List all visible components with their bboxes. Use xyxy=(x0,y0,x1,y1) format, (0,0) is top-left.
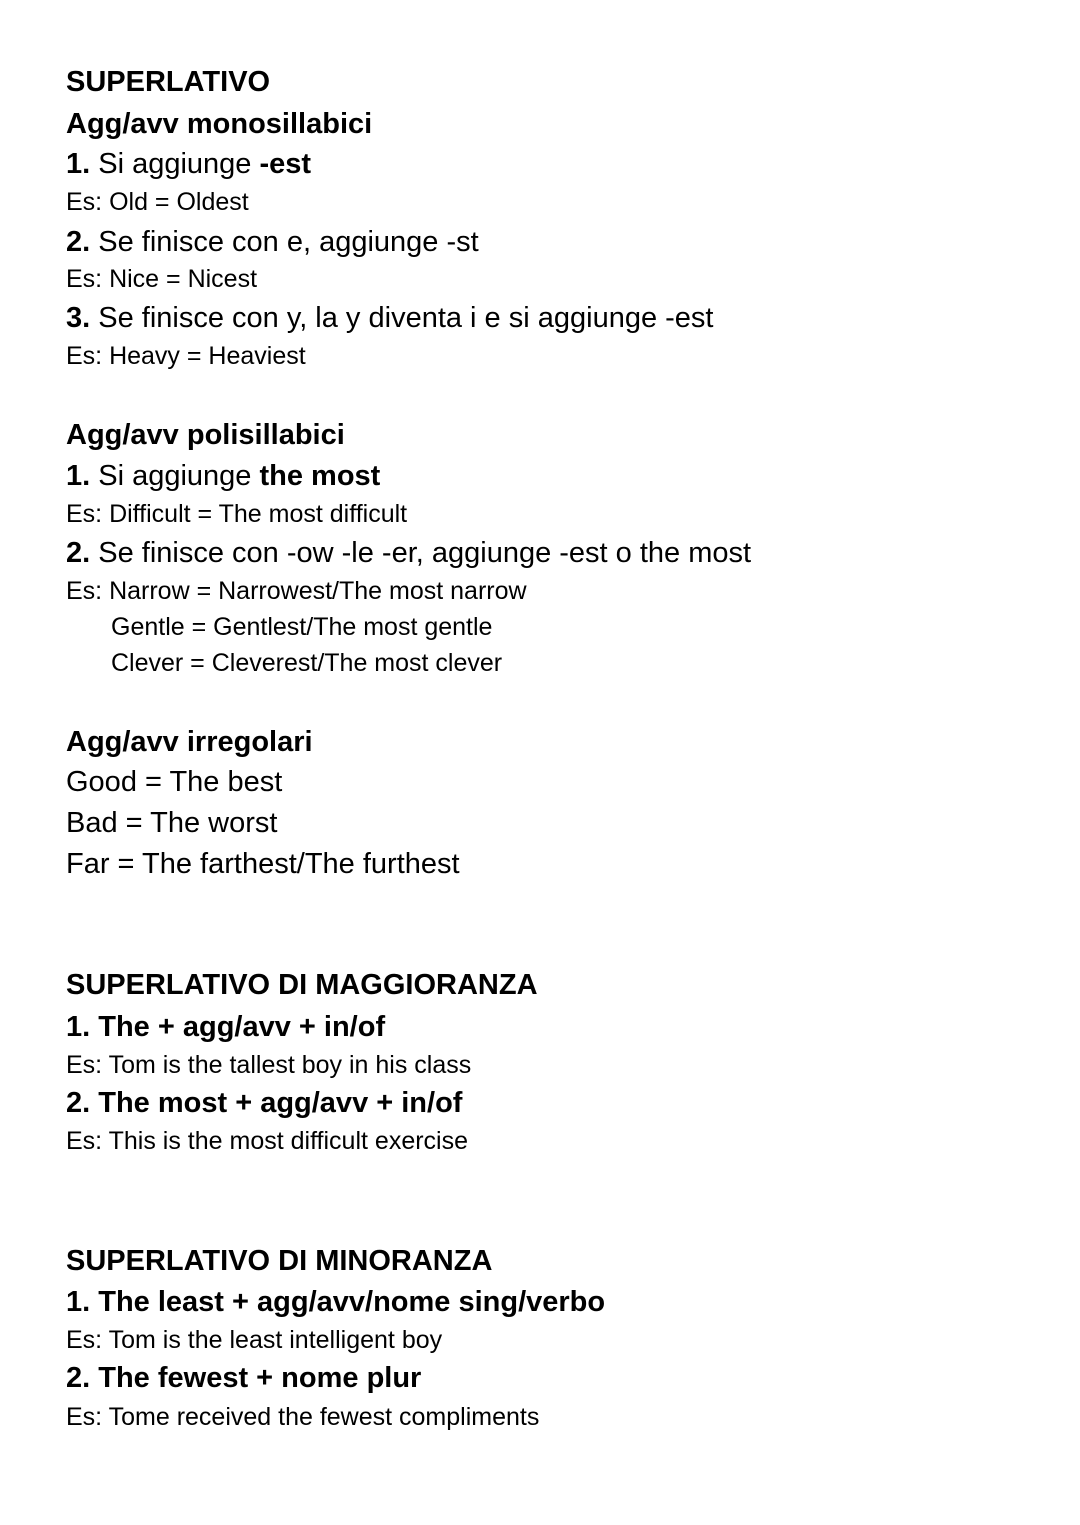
rule-text: Se finisce con -ow -le -er, aggiunge -est o the most xyxy=(90,537,752,569)
rule-number: 1. xyxy=(66,148,91,180)
rule-mono-2 xyxy=(66,228,479,257)
rule-number: 2. xyxy=(66,537,91,569)
rule-bold: the most xyxy=(259,460,381,492)
heading-polisillabici: Agg/avv polisillabici xyxy=(66,419,345,451)
section-title-maggioranza: SUPERLATIVO DI MAGGIORANZA xyxy=(66,969,538,1001)
rule-text: Si aggiunge xyxy=(90,460,260,492)
section-title-superlativo: SUPERLATIVO xyxy=(66,66,271,98)
heading-irregolari: Agg/avv irregolari xyxy=(66,726,313,758)
heading-monosillabici: Agg/avv monosillabici xyxy=(66,108,373,140)
rule-bold: -est xyxy=(259,148,312,180)
example-maggioranza-2: Es: This is the most difficult exercise xyxy=(66,1127,469,1155)
example-mono-2: Es: Nice = Nicest xyxy=(66,265,258,293)
rule-text: Si aggiunge xyxy=(90,148,260,180)
section-title-minoranza: SUPERLATIVO DI MINORANZA xyxy=(66,1245,493,1277)
rule-minoranza-2: 2. The fewest + nome plur xyxy=(66,1362,422,1394)
rule-number: 3. xyxy=(66,302,91,334)
example-poli-2b: Gentle = Gentlest/The most gentle xyxy=(111,613,493,641)
rule-minoranza-1: 1. The least + agg/avv/nome sing/verbo xyxy=(66,1286,606,1318)
example-poli-2a: Es: Narrow = Narrowest/The most narrow xyxy=(66,577,527,605)
example-minoranza-1: Es: Tom is the least intelligent boy xyxy=(66,1326,443,1354)
rule-maggioranza-1: 1. The + agg/avv + in/of xyxy=(66,1011,386,1043)
rule-mono-3 xyxy=(66,304,714,333)
rule-poli-2 xyxy=(66,539,751,568)
example-mono-1: Es: Old = Oldest xyxy=(66,188,249,216)
rule-mono-1 xyxy=(66,150,311,179)
example-mono-3: Es: Heavy = Heaviest xyxy=(66,342,306,370)
example-poli-1: Es: Difficult = The most difficult xyxy=(66,500,408,528)
irregular-bad: Bad = The worst xyxy=(66,807,278,839)
rule-maggioranza-2: 2. The most + agg/avv + in/of xyxy=(66,1087,463,1119)
rule-number: 2. xyxy=(66,226,91,258)
irregular-far: Far = The farthest/The furthest xyxy=(66,848,460,880)
irregular-good: Good = The best xyxy=(66,766,283,798)
rule-poli-1 xyxy=(66,462,380,491)
example-maggioranza-1: Es: Tom is the tallest boy in his class xyxy=(66,1051,472,1079)
rule-text: Se finisce con e, aggiunge -st xyxy=(90,226,479,258)
example-minoranza-2: Es: Tome received the fewest compliments xyxy=(66,1403,540,1431)
rule-number: 1. xyxy=(66,460,91,492)
example-poli-2c: Clever = Cleverest/The most clever xyxy=(111,649,503,677)
rule-text: Se finisce con y, la y diventa i e si aggiunge -est xyxy=(90,302,714,334)
